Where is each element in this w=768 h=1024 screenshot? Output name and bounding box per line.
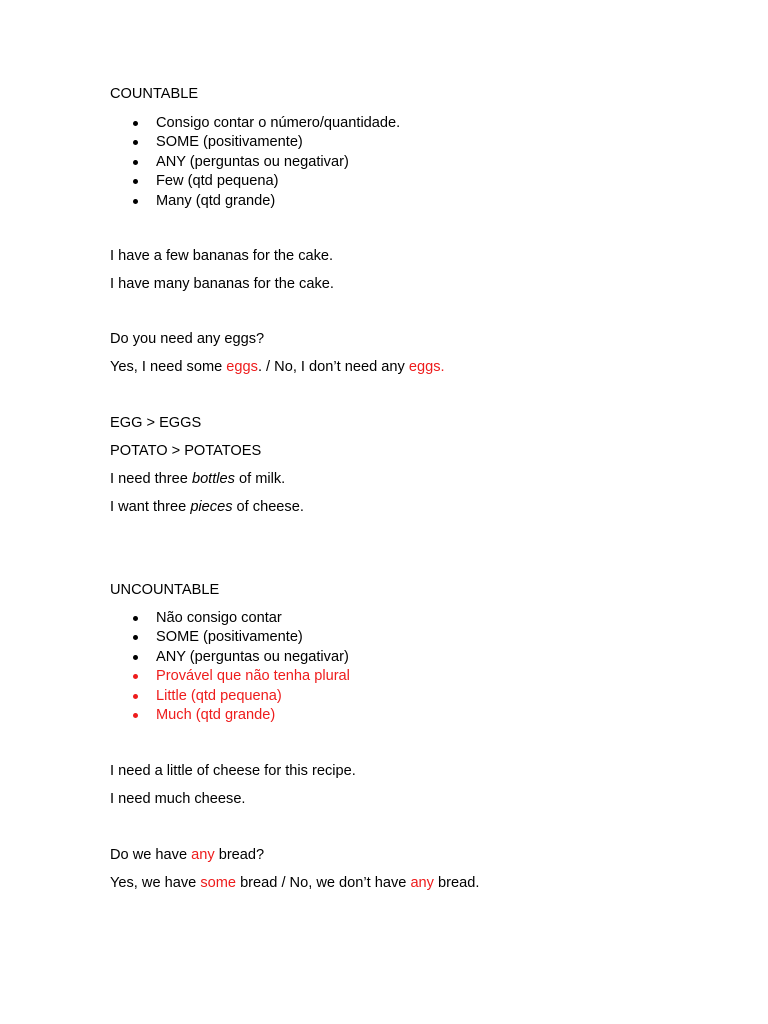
bullet-text: SOME (positivamente) [156, 134, 303, 151]
highlighted-word: some [200, 875, 237, 891]
bullet-text: Consigo contar o número/quantidade. [156, 115, 401, 131]
measure-text: of milk. [234, 471, 286, 487]
bullet-item [110, 687, 350, 706]
answer-text: bread / No, we don’t have [236, 875, 411, 891]
bullet-text: Provável que não tenha plural [156, 668, 350, 685]
bullet-item [110, 609, 350, 628]
measure-example-bottles [110, 470, 285, 488]
bullet-item [110, 133, 400, 152]
bullet-text: SOME (positivamente) [156, 629, 303, 646]
bullet-text: Much (qtd grande) [156, 706, 276, 723]
uncountable-answer [110, 874, 479, 892]
bullet-item [110, 153, 400, 172]
bullet-dot-icon [133, 160, 138, 165]
measure-unit: pieces [190, 499, 233, 515]
highlighted-word: eggs [226, 359, 258, 375]
bullet-dot-icon [133, 713, 138, 718]
measure-text: I need three [110, 471, 192, 487]
countable-example-few: I have a few bananas for the cake. [110, 248, 334, 264]
bullet-text: Little (qtd pequena) [156, 687, 282, 704]
bullet-item [110, 667, 350, 686]
bullet-text: Não consigo contar [156, 610, 282, 626]
bullet-item [110, 114, 400, 133]
bullet-item [110, 172, 400, 191]
countable-example-many: I have many bananas for the cake. [110, 276, 334, 292]
bullet-text: Few (qtd pequena) [156, 173, 279, 190]
answer-text: bread. [433, 875, 480, 891]
bullet-item [110, 628, 350, 647]
uncountable-bullet-list [110, 609, 350, 725]
highlighted-word: eggs. [408, 359, 445, 375]
bullet-dot-icon [133, 121, 138, 126]
uncountable-example-little: I need a little of cheese for this recipe. [110, 763, 356, 779]
bullet-text: ANY (perguntas ou negativar) [156, 153, 349, 170]
bullet-dot-icon [133, 694, 138, 699]
bullet-dot-icon [133, 199, 138, 204]
bullet-text: ANY (perguntas ou negativar) [156, 648, 349, 665]
measure-example-pieces [110, 498, 304, 516]
bullet-dot-icon [133, 179, 138, 184]
question-text: bread? [214, 847, 265, 863]
countable-heading: COUNTABLE [110, 86, 199, 102]
countable-bullet-list [110, 114, 400, 211]
plural-rule-egg: EGG > EGGS [110, 415, 202, 431]
question-text: Do we have [110, 847, 192, 863]
countable-answer [110, 358, 445, 376]
highlighted-word: any [191, 847, 215, 863]
measure-text: I want three [110, 499, 191, 515]
bullet-item [110, 706, 350, 725]
bullet-dot-icon [133, 635, 138, 640]
bullet-item [110, 648, 350, 667]
uncountable-example-much: I need much cheese. [110, 791, 246, 807]
highlighted-word: any [410, 875, 434, 891]
bullet-item [110, 192, 400, 211]
uncountable-question [110, 846, 264, 864]
uncountable-heading: UNCOUNTABLE [110, 582, 220, 598]
plural-rule-potato: POTATO > POTATOES [110, 443, 262, 459]
measure-unit: bottles [191, 471, 235, 487]
measure-text: of cheese. [232, 499, 304, 515]
bullet-dot-icon [133, 655, 138, 660]
bullet-dot-icon [133, 140, 138, 145]
answer-text: Yes, we have [110, 875, 201, 891]
countable-question: Do you need any eggs? [110, 331, 265, 347]
bullet-text: Many (qtd grande) [156, 192, 276, 209]
bullet-dot-icon [133, 674, 138, 679]
bullet-dot-icon [133, 616, 138, 621]
answer-text: . / No, I don’t need any [257, 359, 409, 375]
answer-text: Yes, I need some [110, 359, 227, 375]
